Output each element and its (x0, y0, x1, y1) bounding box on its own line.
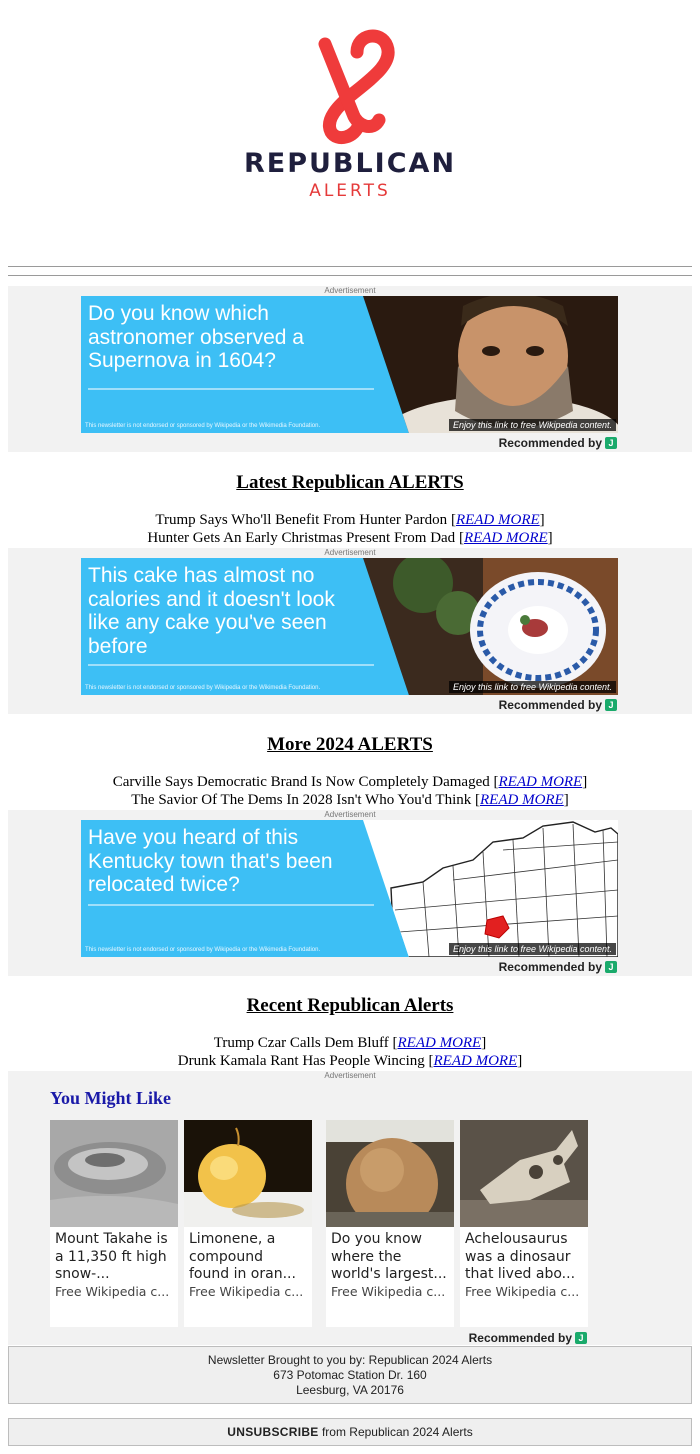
read-more-link[interactable]: READ MORE (463, 530, 548, 546)
newsletter-footer (8, 1346, 692, 1404)
ad-headline: Have you heard of this Kentucky town that's been relocated twice? (88, 826, 333, 896)
divider (8, 266, 692, 267)
ad-block (8, 810, 692, 976)
astronomer-portrait-image (363, 296, 618, 433)
recommendation-card[interactable] (326, 1120, 454, 1327)
recommended-by-label: Recommended by (498, 698, 602, 712)
card-title: Mount Takahe is a 11,350 ft high snow-... (55, 1231, 168, 1282)
headline-item: Hunter Gets An Early Christmas Present From Dad [READ MORE] (147, 530, 553, 546)
ad-label: Advertisement (324, 1071, 376, 1080)
recommended-by-label: Recommended by (468, 1331, 572, 1345)
section-heading: Latest Republican ALERTS (236, 472, 464, 493)
footer-address-line: 673 Potomac Station Dr. 160 (273, 1368, 427, 1382)
footer-city-line: Leesburg, VA 20176 (296, 1383, 404, 1397)
read-more-link[interactable]: READ MORE (498, 774, 583, 790)
card-title: Do you know where the world's largest... (331, 1231, 447, 1282)
ad-credit: Enjoy this link to free Wikipedia content. (449, 681, 616, 693)
ad-disclaimer: This newsletter is not endorsed or sponsored by Wikipedia or the Wikimedia Foundation. (85, 947, 321, 953)
read-more-link[interactable]: READ MORE (480, 792, 564, 808)
jeeng-logo-icon: J (605, 699, 617, 711)
footer-line: Newsletter Brought to you by: Republican 2024 Alerts (207, 1353, 493, 1367)
unsubscribe-bar (8, 1418, 692, 1446)
logo-title: REPUBLICAN (243, 148, 457, 179)
ad-banner[interactable] (81, 296, 618, 433)
ad-disclaimer: This newsletter is not endorsed or sponsored by Wikipedia or the Wikimedia Foundation. (85, 423, 321, 429)
headline-text: Trump Czar Calls Dem Bluff (213, 1035, 389, 1051)
headline-item: Drunk Kamala Rant Has People Wincing [READ MORE] (177, 1053, 523, 1069)
jeeng-logo-icon: J (605, 437, 617, 449)
banner-divider (88, 904, 374, 906)
recommended-by[interactable] (469, 1331, 587, 1345)
card-source: Free Wikipedia c... (55, 1284, 170, 1299)
mountain-aerial-image (50, 1120, 178, 1227)
section-heading: Recent Republican Alerts (246, 995, 454, 1016)
recommended-by-label: Recommended by (498, 436, 602, 450)
section-heading: More 2024 ALERTS (267, 734, 433, 755)
recommended-by[interactable] (499, 436, 617, 450)
jeeng-logo-icon: J (605, 961, 617, 973)
ad-block (8, 548, 692, 714)
headline-text: Drunk Kamala Rant Has People Wincing (177, 1053, 425, 1069)
card-source: Free Wikipedia c... (465, 1284, 580, 1299)
headline-item: The Savior Of The Dems In 2028 Isn't Who You'd Think [READ MORE] (131, 792, 569, 808)
ad-headline: This cake has almost no calories and it doesn't look like any cake you've seen before (88, 564, 335, 658)
ad-label: Advertisement (324, 548, 376, 557)
headline-text: The Savior Of The Dems In 2028 Isn't Who You'd Think (131, 792, 472, 808)
ad-label: Advertisement (324, 810, 376, 819)
ad-label: Advertisement (324, 286, 376, 295)
headline-item: Carville Says Democratic Brand Is Now Completely Damaged [READ MORE] (112, 774, 588, 790)
ad-credit: Enjoy this link to free Wikipedia content. (449, 943, 616, 955)
unsubscribe-link[interactable]: UNSUBSCRIBE (227, 1425, 319, 1439)
lemon-image (184, 1120, 312, 1227)
sphere-exhibit-image (326, 1120, 454, 1227)
jeeng-logo-icon: J (575, 1332, 587, 1344)
card-source: Free Wikipedia c... (189, 1284, 304, 1299)
banner-divider (88, 388, 374, 390)
headline-text: Trump Says Who'll Benefit From Hunter Pardon (155, 512, 448, 528)
read-more-link[interactable]: READ MORE (455, 512, 540, 528)
recommendation-card[interactable] (50, 1120, 178, 1327)
read-more-link[interactable]: READ MORE (433, 1053, 518, 1069)
divider (8, 275, 692, 276)
logo-mark-icon (295, 24, 405, 146)
card-title: Achelousaurus was a dinosaur that lived abo... (465, 1231, 576, 1282)
kentucky-map-image (363, 820, 618, 957)
logo-subtitle: ALERTS (309, 181, 391, 201)
ad-block (8, 286, 692, 452)
recommendation-card[interactable] (460, 1120, 588, 1327)
dinosaur-skull-image (460, 1120, 588, 1227)
recommended-by[interactable] (499, 698, 617, 712)
card-source: Free Wikipedia c... (331, 1284, 446, 1299)
cake-plate-image (363, 558, 618, 695)
recommended-by-label: Recommended by (498, 960, 602, 974)
you-might-like-title: You Might Like (50, 1088, 172, 1108)
banner-divider (88, 664, 374, 666)
recommended-by[interactable] (499, 960, 617, 974)
headline-text: Carville Says Democratic Brand Is Now Completely Damaged (112, 774, 490, 790)
headline-item: Trump Czar Calls Dem Bluff [READ MORE] (213, 1035, 487, 1051)
you-might-like-block (8, 1071, 692, 1345)
unsubscribe-text: from Republican 2024 Alerts (318, 1425, 473, 1439)
card-title: Limonene, a compound found in oran... (189, 1231, 296, 1282)
republican-alerts-logo[interactable] (0, 24, 700, 214)
read-more-link[interactable]: READ MORE (397, 1035, 482, 1051)
recommendation-card[interactable] (184, 1120, 312, 1327)
ad-credit: Enjoy this link to free Wikipedia content. (449, 419, 616, 431)
ad-headline: Do you know which astronomer observed a Supernova in 1604? (88, 302, 304, 372)
ad-disclaimer: This newsletter is not endorsed or sponsored by Wikipedia or the Wikimedia Foundation. (85, 685, 321, 691)
headline-text: Hunter Gets An Early Christmas Present From Dad (147, 530, 456, 546)
headline-item: Trump Says Who'll Benefit From Hunter Pardon [READ MORE] (155, 512, 545, 528)
ad-banner[interactable] (81, 820, 618, 957)
ad-banner[interactable] (81, 558, 618, 695)
